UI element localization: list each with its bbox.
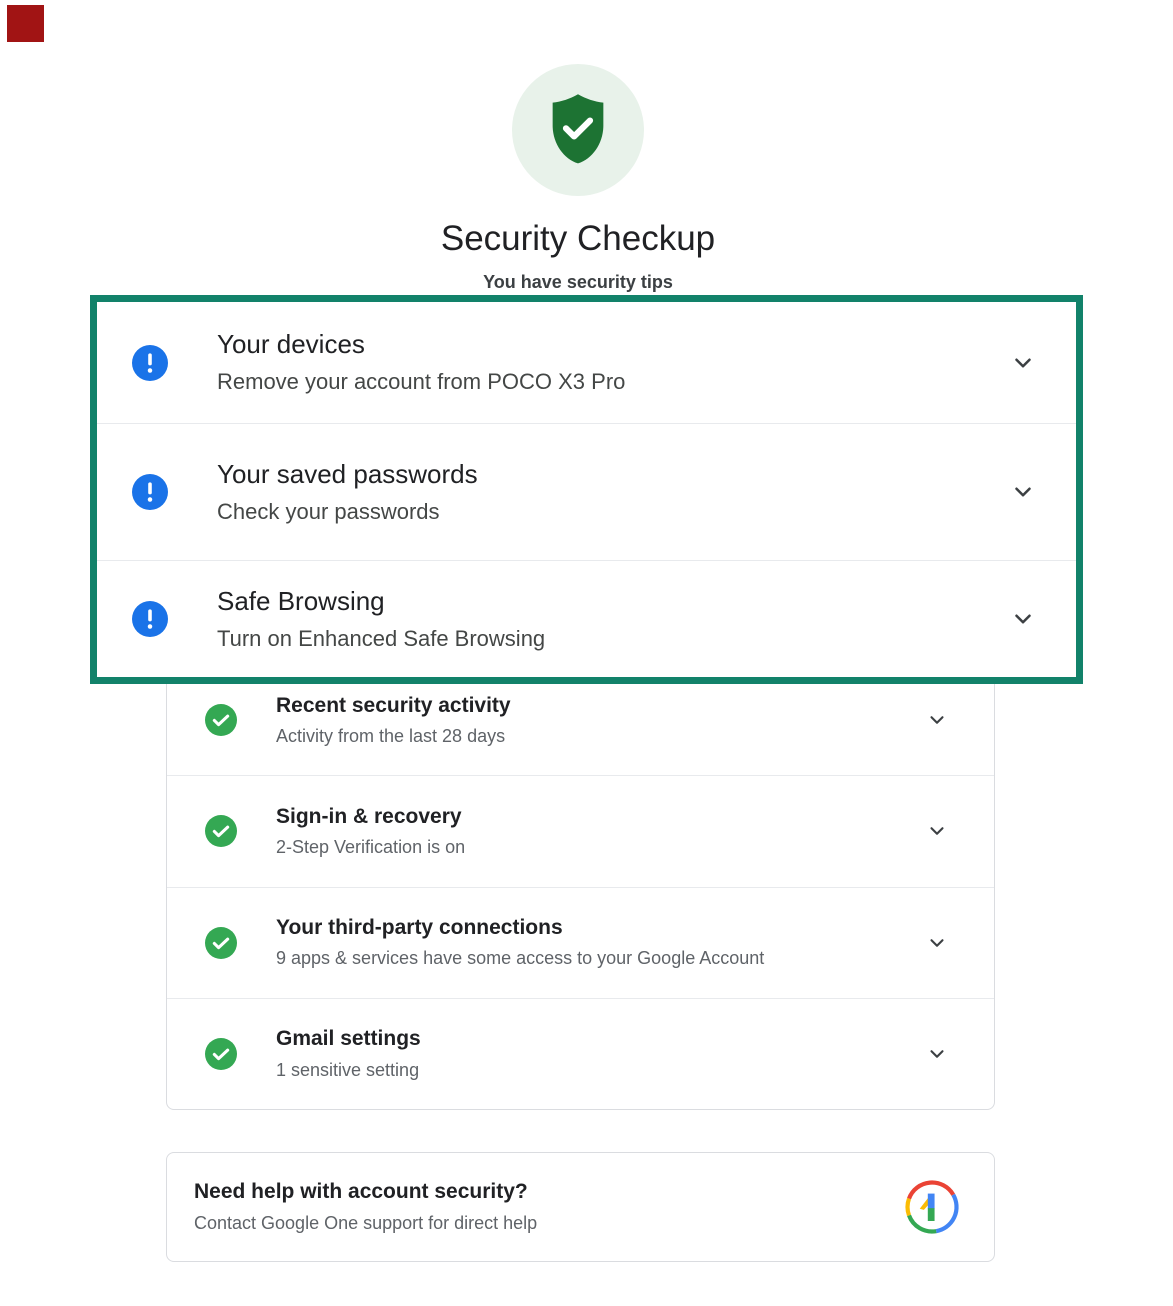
chevron-down-icon[interactable] xyxy=(1010,479,1036,505)
shield-check-icon xyxy=(539,89,617,172)
check-icon xyxy=(205,704,237,736)
row-third-party-connections[interactable] xyxy=(167,887,994,998)
alert-icon xyxy=(132,601,168,637)
red-marker xyxy=(7,5,44,42)
check-icon xyxy=(205,927,237,959)
google-one-icon xyxy=(904,1179,960,1235)
checkup-list xyxy=(166,664,995,1110)
highlighted-section xyxy=(90,295,1083,684)
shield-badge xyxy=(512,64,644,196)
help-title: Need help with account security? xyxy=(194,1180,528,1203)
item-title: Safe Browsing xyxy=(217,585,385,616)
item-subtitle: Check your passwords xyxy=(217,498,440,524)
alert-icon xyxy=(132,474,168,510)
check-icon xyxy=(205,1038,237,1070)
item-subtitle: Turn on Enhanced Safe Browsing xyxy=(217,625,546,651)
item-title: Sign-in & recovery xyxy=(276,804,462,828)
item-title: Your devices xyxy=(217,329,365,360)
item-subtitle: Activity from the last 28 days xyxy=(276,725,506,746)
chevron-down-icon[interactable] xyxy=(1010,606,1036,632)
item-title: Your third-party connections xyxy=(276,916,563,940)
row-gmail-settings[interactable] xyxy=(167,998,994,1109)
item-subtitle: 1 sensitive setting xyxy=(276,1059,420,1080)
item-subtitle: 9 apps & services have some access to your Google Account xyxy=(276,948,765,969)
item-title: Gmail settings xyxy=(276,1027,421,1051)
page-title: Security Checkup xyxy=(440,219,716,258)
row-your-devices[interactable] xyxy=(97,302,1076,423)
item-subtitle: Remove your account from POCO X3 Pro xyxy=(217,369,626,395)
chevron-down-icon[interactable] xyxy=(926,1043,948,1065)
check-icon xyxy=(205,815,237,847)
row-your-saved-passwords[interactable] xyxy=(97,423,1076,560)
row-sign-in-recovery[interactable] xyxy=(167,775,994,886)
item-title: Your saved passwords xyxy=(217,458,478,489)
help-subtitle: Contact Google One support for direct help xyxy=(194,1213,538,1233)
help-card[interactable] xyxy=(166,1152,995,1262)
item-title: Recent security activity xyxy=(276,693,511,717)
hero-header xyxy=(0,64,1156,293)
row-safe-browsing[interactable] xyxy=(97,560,1076,677)
chevron-down-icon[interactable] xyxy=(1010,350,1036,376)
item-subtitle: 2-Step Verification is on xyxy=(276,837,466,858)
alert-icon xyxy=(132,345,168,381)
page-subtitle: You have security tips xyxy=(483,272,673,292)
chevron-down-icon[interactable] xyxy=(926,820,948,842)
chevron-down-icon[interactable] xyxy=(926,932,948,954)
chevron-down-icon[interactable] xyxy=(926,709,948,731)
